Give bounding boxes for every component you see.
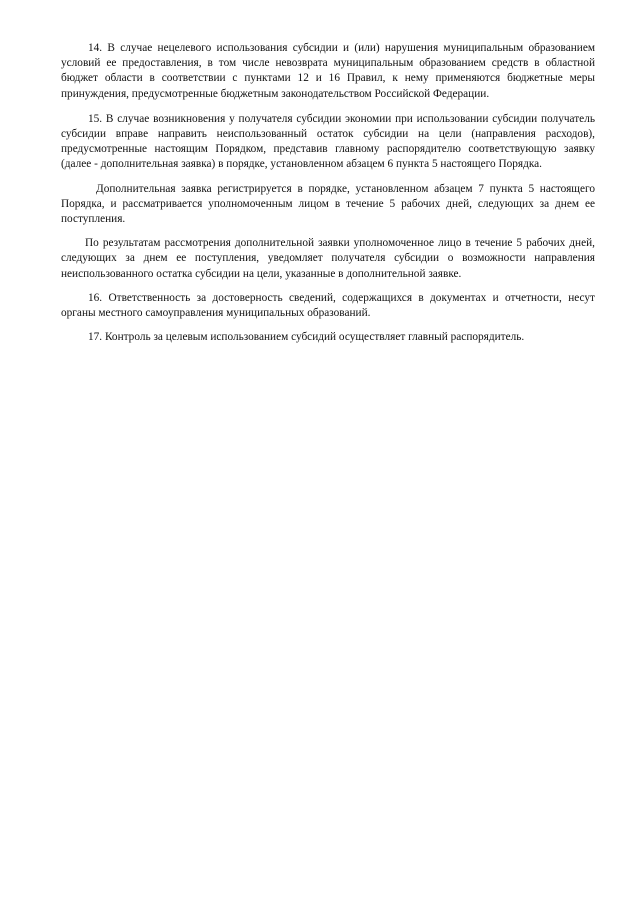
paragraph-15: 15. В случае возникновения у получателя субсидии экономии при использовании субсидии получатель субсидии вправе направить неиспользованный остаток субсидии на цели (направления расходов), предусмотренные настоящим Порядком, представив главному распорядителю соответствующую заявку (далее - дополнительная заявка) в порядке, установленном абзацем 6 пункта 5 настоящего Порядка. <box>61 112 595 171</box>
paragraph-15-review-results: По результатам рассмотрения дополнительной заявки уполномоченное лицо в течение 5 рабочих дней, следующих за днем ее поступления, уведомляет получателя субсидии о возможности направления неиспользованного остатка субсидии на цели, указанные в дополнительной заявке. <box>61 237 595 280</box>
paragraph-16: 16. Ответственность за достоверность сведений, содержащихся в документах и отчетности, несут органы местного самоуправления муниципальных образований. <box>61 291 595 320</box>
paragraph-17: 17. Контроль за целевым использованием субсидий осуществляет главный распорядитель. <box>88 331 525 344</box>
document-page <box>61 41 595 345</box>
paragraph-15-additional-application: Дополнительная заявка регистрируется в порядке, установленном абзацем 7 пункта 5 настоящего Порядка, и рассматривается уполномоченным лицом в течение 5 рабочих дней, следующих за днем ее поступления. <box>61 182 595 226</box>
paragraph-14: 14. В случае нецелевого использования субсидии и (или) нарушения муниципальным образованием условий ее предоставления, в том числе невозврата муниципальным образованием средств в областной бюджет области в соответствии с пунктами 12 и 16 Правил, к нему применяются бюджетные меры принуждения, предусмотренные бюджетным законодательством Российской Федерации. <box>61 42 595 100</box>
